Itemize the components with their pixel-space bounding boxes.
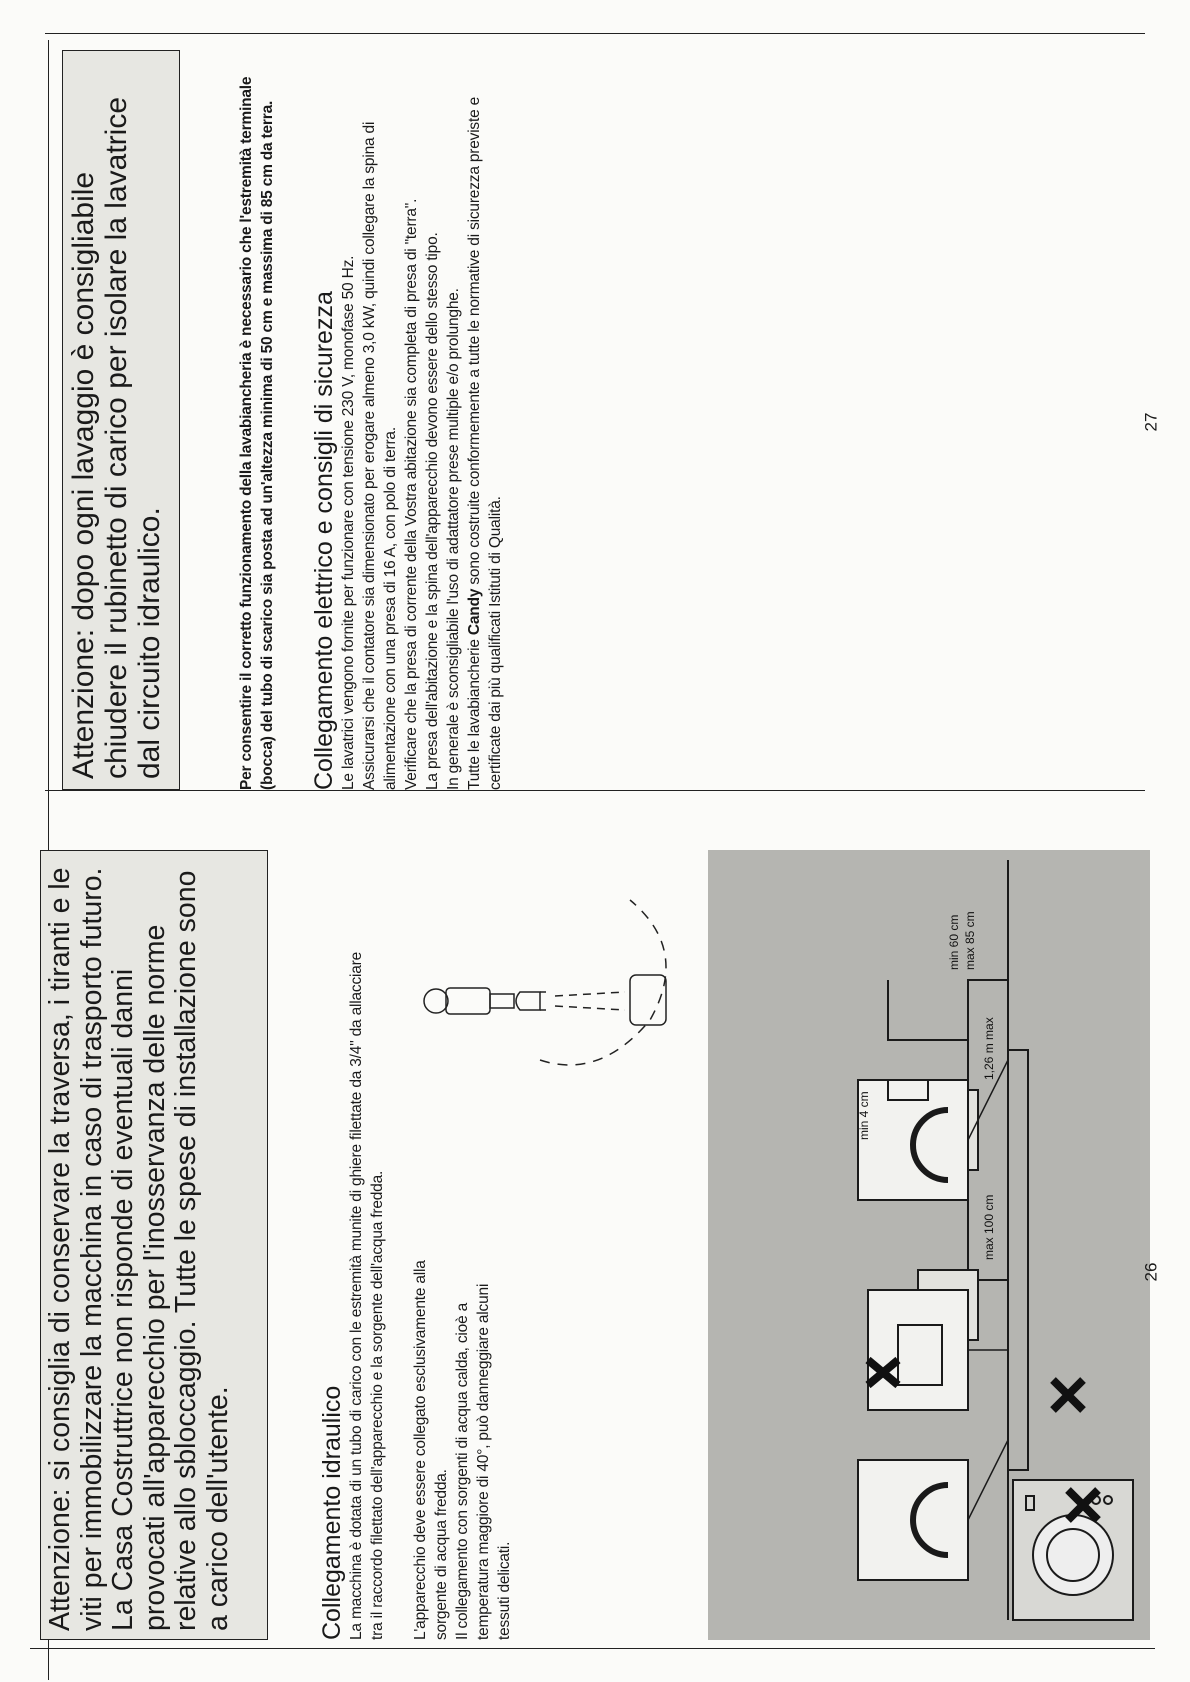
top-page-rule — [45, 33, 1145, 34]
candy-safety-line: Tutte le lavabiancherie Candy sono costruite conformemente a tutte le normative di sicurezza previste e certificate dai più qualificati Istituti di Qualità. — [466, 96, 504, 790]
label-max-85cm: max 85 cm — [963, 911, 977, 970]
drain-height-text: Per consentire il corretto funzionamento della lavabiancheria è necessario che l'estremità terminale (bocca) del tubo di scarico sia posta ad un'altezza minima di 50 cm e massima di 85 cm da terra. — [238, 76, 276, 790]
hydraulic-heading: Collegamento idraulico — [318, 1385, 346, 1640]
installation-diagram — [708, 850, 1150, 1640]
electric-line: La presa dell'abitazione e la spina dell'apparecchio devono essere dello stesso tipo. — [424, 232, 441, 790]
page-number-26: 26 — [1141, 1262, 1161, 1282]
cold-water-text — [410, 1250, 515, 1640]
page-26 — [40, 850, 1150, 1640]
bottom-page-rule — [30, 1648, 1155, 1649]
page-27 — [60, 50, 1130, 790]
label-max-100cm: max 100 cm — [982, 1194, 996, 1260]
installation-drawing — [708, 850, 1150, 1640]
electric-line: Assicurarsi che il contatore sia dimensionato per erogare almeno 3,0 kW, quindi collegare la spina di alimentazione con una presa di 16 A, con polo di terra. — [361, 121, 399, 790]
electric-line: Le lavatrici vengono fornite per funzionare con tensione 230 V, monofase 50 Hz. — [340, 255, 357, 790]
electric-line: In generale è sconsigliabile l'uso di adattatore prese multiple e/o prolunghe. — [445, 288, 462, 790]
page27-warning-box — [62, 50, 180, 790]
middle-rule — [45, 790, 1145, 791]
electric-text — [338, 50, 506, 790]
cold-water-line: Il collegamento con sorgenti di acqua calda, cioè a temperatura maggiore di 40°, può danneggiare alcuni tessuti delicati. — [454, 1283, 513, 1640]
label-1-26m-max: 1,26 m max — [982, 1017, 996, 1080]
page26-warning-text: Attenzione: si consiglia di conservare la traversa, i tiranti e le viti per immobilizzare la macchina in caso di trasporto futuro. La Casa Costruttrice non risponde di eventuali danni provocati all'apparecchio per l'inosservanza delle norme relative allo sbloccaggio. Tutte le spese di installazione sono a carico dell'utente. — [44, 867, 234, 1631]
electric-heading: Collegamento elettrico e consigli di sicurezza — [310, 291, 338, 790]
tap-hose-sketch — [390, 850, 680, 1080]
page26-warning-box — [40, 850, 268, 1640]
label-min-4cm: min 4 cm — [857, 1091, 871, 1140]
hydraulic-text: La macchina è dotata di un tubo di carico con le estremità munite di ghiere filettate da 3/4" da allacciare tra il raccordo filettato dell'apparecchio e la sorgente dell'acqua fredda. — [348, 951, 386, 1640]
candy-brand: Candy — [466, 588, 483, 636]
page27-warning-text: Attenzione: dopo ogni lavaggio è consigliabile chiudere il rubinetto di carico per isolare la lavatrice dal circuito idraulico. — [67, 96, 166, 779]
cold-water-line: L'apparecchio deve essere collegato esclusivamente alla sorgente di acqua fredda. — [412, 1260, 450, 1640]
electric-line: Verificare che la presa di corrente della Vostra abitazione sia completa di presa di "terra". — [403, 198, 420, 790]
page-number-27: 27 — [1141, 412, 1161, 432]
label-min-60cm: min 60 cm — [947, 914, 961, 970]
